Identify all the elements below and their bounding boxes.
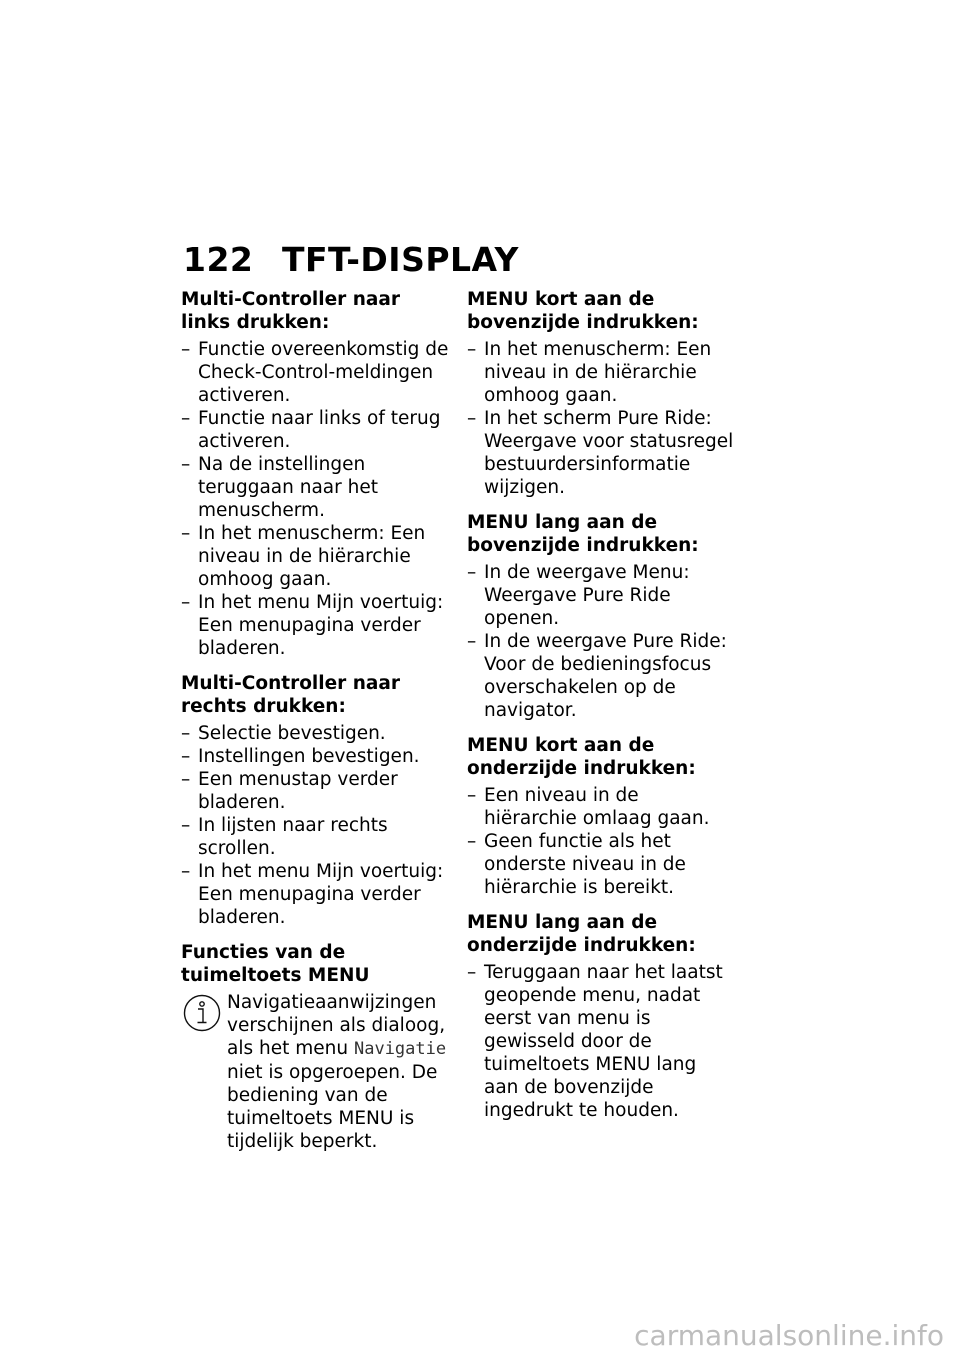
item-list bbox=[467, 561, 735, 722]
section-heading: Multi-Controller naar rechts drukken: bbox=[181, 673, 400, 717]
section-menu-functions bbox=[181, 941, 449, 1153]
section-menu-bottom-short bbox=[467, 734, 735, 899]
list-item: – Geen functie als het onderste niveau in de hiërarchie is bereikt. bbox=[467, 830, 735, 899]
page-title: TFT-DISPLAY bbox=[282, 240, 519, 279]
list-item: – In het menuscherm: Een niveau in de hiërarchie omhoog gaan. bbox=[467, 338, 735, 407]
item-list bbox=[467, 784, 735, 899]
list-item: – In het scherm Pure Ride: Weergave voor statusregel bestuurdersinformatie wijzigen. bbox=[467, 407, 735, 499]
list-item: – In het menu Mijn voertuig: Een menupagina verder bladeren. bbox=[181, 860, 449, 929]
list-item: – Selectie bevestigen. bbox=[181, 722, 449, 745]
page-header bbox=[183, 240, 519, 279]
info-note bbox=[181, 991, 449, 1153]
list-item: – Teruggaan naar het laatst geopende menu, nadat eerst van menu is gewisseld door de tuimeltoets MENU lang aan de bovenzijde ingedrukt te houden. bbox=[467, 961, 735, 1122]
list-item: – In de weergave Menu: Weergave Pure Ride openen. bbox=[467, 561, 735, 630]
item-list bbox=[181, 338, 449, 660]
note-text-part: niet is opgeroepen. De bediening van de tuimeltoets MENU is tijdelijk beperkt. bbox=[227, 1062, 438, 1152]
list-item: – Na de instellingen teruggaan naar het menuscherm. bbox=[181, 453, 449, 522]
item-list bbox=[467, 961, 735, 1122]
section-controller-right bbox=[181, 672, 449, 929]
list-item: – In het menu Mijn voertuig: Een menupagina verder bladeren. bbox=[181, 591, 449, 660]
section-heading: MENU lang aan de onderzijde indrukken: bbox=[467, 912, 696, 956]
list-item: – In het menuscherm: Een niveau in de hiërarchie omhoog gaan. bbox=[181, 522, 449, 591]
note-text-part: Navigatieaanwijzingen verschijnen als dialoog, als het menu bbox=[227, 992, 446, 1059]
list-item: – Instellingen bevestigen. bbox=[181, 745, 449, 768]
section-controller-left bbox=[181, 288, 449, 660]
section-heading: Multi-Controller naar links drukken: bbox=[181, 289, 400, 333]
section-menu-top-long bbox=[467, 511, 735, 722]
menu-code: Navigatie bbox=[353, 1039, 447, 1059]
list-item: – Een niveau in de hiërarchie omlaag gaan. bbox=[467, 784, 735, 830]
watermark: carmanualsonline.info bbox=[634, 1319, 944, 1352]
left-column bbox=[181, 288, 449, 1165]
list-item: – Functie naar links of terug activeren. bbox=[181, 407, 449, 453]
item-list bbox=[181, 722, 449, 929]
info-icon bbox=[182, 993, 222, 1033]
list-item: – Functie overeenkomstig de Check-Control-meldingen activeren. bbox=[181, 338, 449, 407]
section-heading: MENU kort aan de bovenzijde indrukken: bbox=[467, 289, 699, 333]
section-menu-bottom-long bbox=[467, 911, 735, 1122]
list-item: – In de weergave Pure Ride: Voor de bedieningsfocus overschakelen op de navigator. bbox=[467, 630, 735, 722]
list-item: – In lijsten naar rechts scrollen. bbox=[181, 814, 449, 860]
section-menu-top-short bbox=[467, 288, 735, 499]
list-item: – Een menustap verder bladeren. bbox=[181, 768, 449, 814]
section-heading: MENU kort aan de onderzijde indrukken: bbox=[467, 735, 696, 779]
item-list bbox=[467, 338, 735, 499]
right-column bbox=[467, 288, 735, 1134]
page-number: 122 bbox=[183, 240, 254, 279]
section-heading: Functies van de tuimeltoets MENU bbox=[181, 942, 370, 986]
section-heading: MENU lang aan de bovenzijde indrukken: bbox=[467, 512, 699, 556]
